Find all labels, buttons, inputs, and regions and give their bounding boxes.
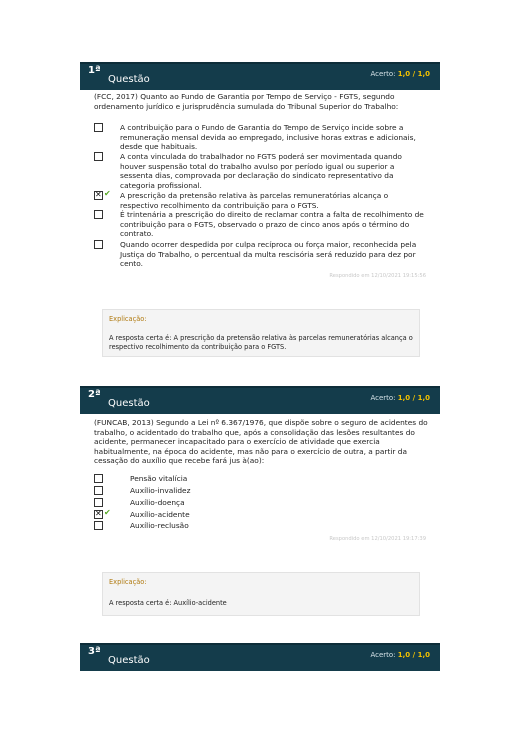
- explanation-box-2: [102, 572, 420, 616]
- question-label: Questão: [108, 655, 150, 666]
- explanation-box-1: [102, 309, 420, 357]
- option-checkbox[interactable]: [94, 152, 103, 161]
- question-2-text: (FUNCAB, 2013) Segundo a Lei nº 6.367/1976, que dispõe sobre o seguro de acidentes do trabalho, o acidentado do trabalho que, após a consolidação das lesões resultantes do acidente, permanecer incapacitado para o exercício de atividade que exercia habitualmente, na época do acidente, mas não para o exercício de outra, a partir da cessação do auxílio que recebe fará jus à(ao):: [94, 418, 428, 466]
- explanation-text: A resposta certa é: A prescrição da pretensão relativa às parcelas remuneratórias alcança o respectivo recolhimento da contribuição para o FGTS.: [109, 334, 413, 351]
- option-text[interactable]: É trintenária a prescrição do direito de reclamar contra a falta de recolhimento de contribuição para o FGTS, observado o prazo de cinco anos após o término do contrato.: [120, 210, 424, 239]
- option-text[interactable]: Auxílio-acidente: [130, 510, 190, 519]
- correct-check-icon: ✔: [104, 508, 111, 517]
- answered-timestamp: Respondido em 12/10/2021 19:17:39: [329, 536, 426, 542]
- explanation-title: Explicação:: [109, 315, 147, 323]
- score-label: Acerto:: [370, 394, 396, 402]
- option-checkbox[interactable]: [94, 486, 103, 495]
- explanation-text: A resposta certa é: Auxílio-acidente: [109, 599, 227, 607]
- question-1-header: [80, 62, 440, 90]
- option-checkbox[interactable]: [94, 240, 103, 249]
- score: [370, 70, 430, 78]
- question-3-header: [80, 643, 440, 671]
- score-value: 1,0 / 1,0: [397, 394, 430, 402]
- option-text[interactable]: A prescrição da pretensão relativa às parcelas remuneratórias alcança o respectivo recolhimento da contribuição para o FGTS.: [120, 191, 389, 210]
- score-value: 1,0 / 1,0: [397, 70, 430, 78]
- question-number: 1ª: [88, 65, 101, 76]
- score-label: Acerto:: [370, 70, 396, 78]
- explanation-title: Explicação:: [109, 578, 147, 586]
- option-checkbox-selected[interactable]: [94, 510, 103, 519]
- option-checkbox[interactable]: [94, 123, 103, 132]
- question-label: Questão: [108, 398, 150, 409]
- question-number: 3ª: [88, 646, 101, 657]
- option-checkbox[interactable]: [94, 498, 103, 507]
- answered-timestamp: Respondido em 12/10/2021 19:15:56: [329, 273, 426, 279]
- score: [370, 651, 430, 659]
- option-text[interactable]: A conta vinculada do trabalhador no FGTS poderá ser movimentada quando houver suspensão total do trabalho avulso por período igual ou superior a sessenta dias, comprovada por declaração do sindicato representativo da categoria profissional.: [120, 152, 402, 190]
- score-value: 1,0 / 1,0: [397, 651, 430, 659]
- correct-check-icon: ✔: [104, 189, 111, 198]
- score: [370, 394, 430, 402]
- option-checkbox[interactable]: [94, 210, 103, 219]
- question-label: Questão: [108, 74, 150, 85]
- option-text[interactable]: Pensão vitalícia: [130, 474, 188, 483]
- option-text[interactable]: Auxílio-invalidez: [130, 486, 191, 495]
- option-checkbox-selected[interactable]: [94, 191, 103, 200]
- option-checkbox[interactable]: [94, 521, 103, 530]
- option-text[interactable]: Quando ocorrer despedida por culpa recíproca ou força maior, reconhecida pela Justiça do Trabalho, o percentual da multa rescisória será reduzido para dez por cento.: [120, 240, 417, 269]
- option-text[interactable]: Auxílio-doença: [130, 498, 185, 507]
- score-label: Acerto:: [370, 651, 396, 659]
- question-number: 2ª: [88, 389, 101, 400]
- question-1-text: (FCC, 2017) Quanto ao Fundo de Garantia por Tempo de Serviço - FGTS, segundo ordenamento jurídico e jurisprudência sumulada do Tribunal Superior do Trabalho:: [94, 92, 399, 111]
- option-checkbox[interactable]: [94, 474, 103, 483]
- option-text[interactable]: Auxílio-reclusão: [130, 521, 189, 530]
- option-text[interactable]: A contribuição para o Fundo de Garantia do Tempo de Serviço incide sobre a remuneração mensal devida ao empregado, inclusive horas extras e adicionais, desde que habituais.: [120, 123, 416, 152]
- question-2-header: [80, 386, 440, 414]
